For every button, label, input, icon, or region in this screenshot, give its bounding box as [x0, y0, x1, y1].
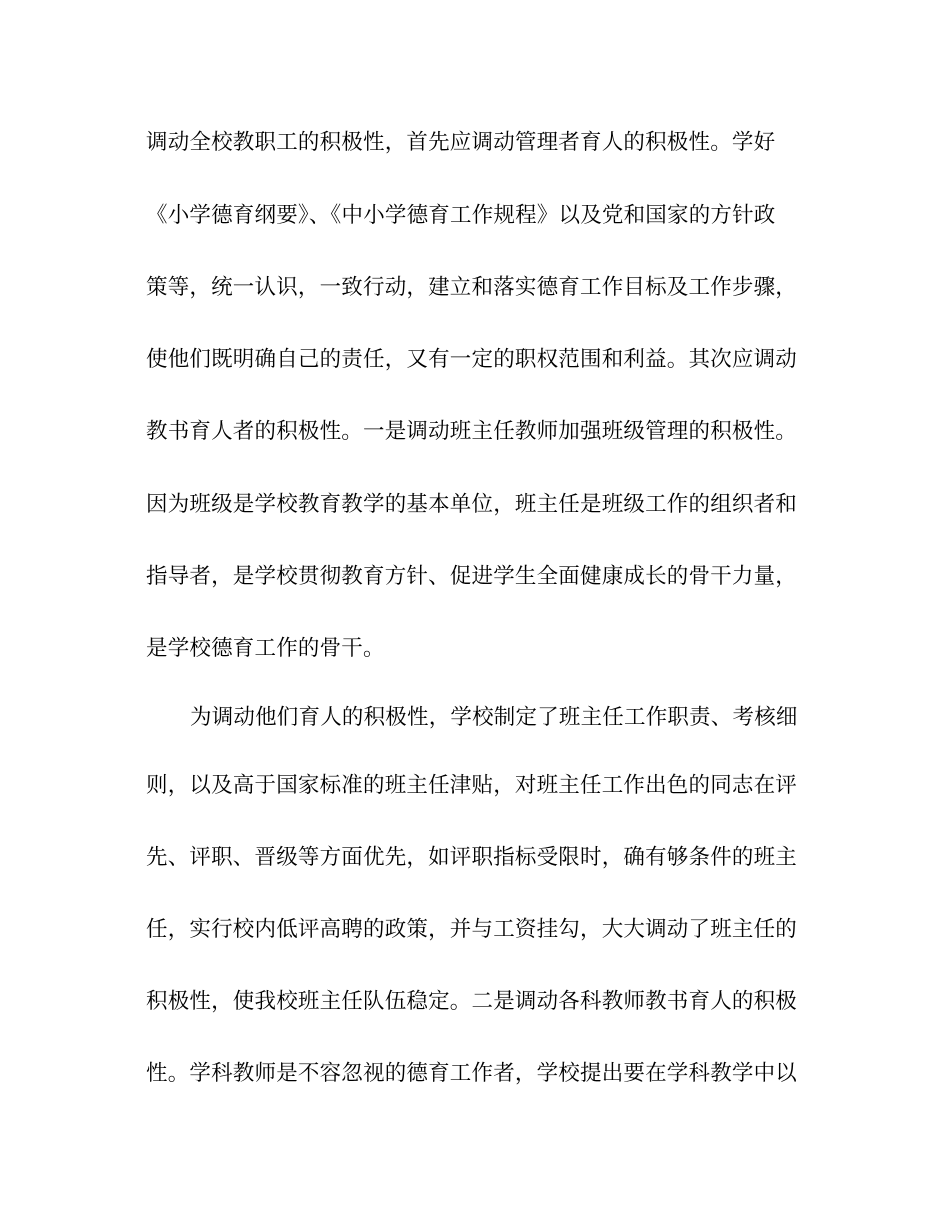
text-line: 积极性，使我校班主任队伍稳定。二是调动各科教师教书育人的积极 — [146, 989, 798, 1014]
text-line: 任，实行校内低评高聘的政策，并与工资挂勾，大大调动了班主任的 — [146, 917, 798, 942]
text-line: 因为班级是学校教育教学的基本单位，班主任是班级工作的组织者和 — [146, 492, 798, 517]
text-line: 则，以及高于国家标准的班主任津贴，对班主任工作出色的同志在评 — [146, 773, 798, 798]
text-line: 是学校德育工作的骨干。 — [146, 636, 385, 661]
text-line: 教书育人者的积极性。一是调动班主任教师加强班级管理的积极性。 — [146, 419, 798, 444]
text-line: 调动全校教职工的积极性，首先应调动管理者育人的积极性。学好 — [146, 130, 776, 155]
text-line: 使他们既明确自己的责任，又有一定的职权范围和利益。其次应调动 — [146, 347, 798, 372]
text-line: 《小学德育纲要》、《中小学德育工作规程》以及党和国家的方针政 — [146, 203, 776, 228]
text-line: 先、评职、晋级等方面优先，如评职指标受限时，确有够条件的班主 — [146, 845, 798, 870]
paragraph-first-line: 为调动他们育人的积极性，学校制定了班主任工作职责、考核细 — [190, 705, 798, 730]
text-line: 策等，统一认识，一致行动，建立和落实德育工作目标及工作步骤， — [146, 275, 798, 300]
text-line: 指导者，是学校贯彻教育方针、促进学生全面健康成长的骨干力量， — [146, 564, 798, 589]
text-line: 性。学科教师是不容忽视的德育工作者，学校提出要在学科教学中以 — [146, 1061, 798, 1086]
